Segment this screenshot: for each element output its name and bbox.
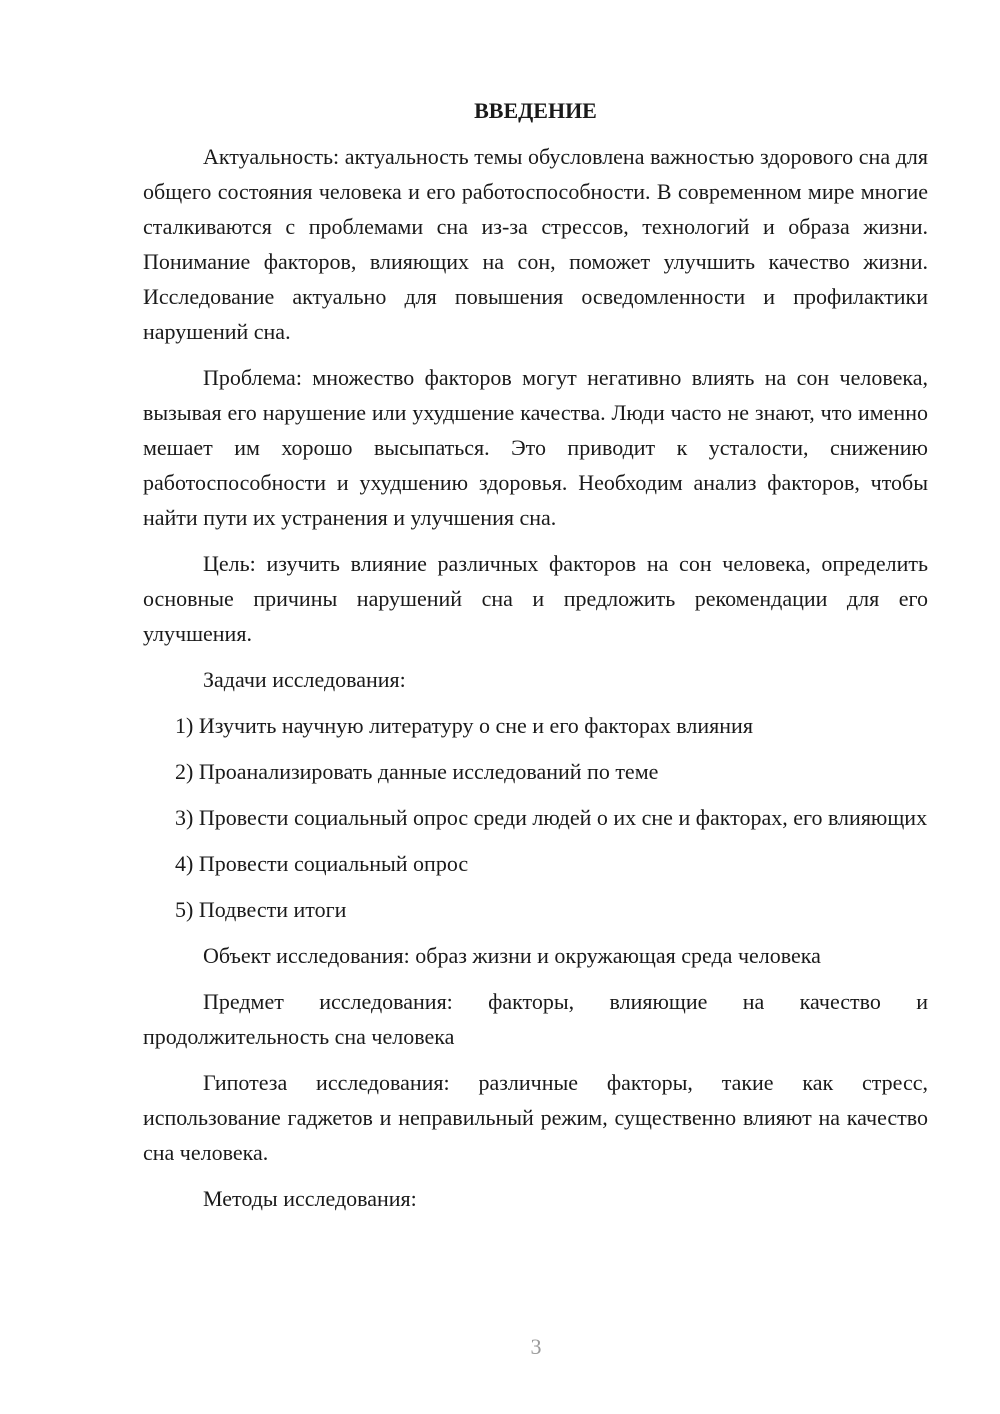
paragraph-subject: Предмет исследования: факторы, влияющие на качество и продолжительность сна человека	[143, 989, 928, 1049]
task-item: 3) Провести социальный опрос среди людей о их сне и факторах, его влияющих	[175, 805, 928, 830]
page-title: ВВЕДЕНИЕ	[474, 98, 597, 123]
paragraph-methods: Методы исследования:	[203, 1186, 417, 1211]
page-number: 3	[530, 1334, 542, 1359]
task-item: 1) Изучить научную литературу о сне и его факторах влияния	[175, 713, 753, 738]
task-item: 5) Подвести итоги	[175, 897, 347, 922]
paragraph-goal: Цель: изучить влияние различных факторов на сон человека, определить основные причины нарушений сна и предложить рекомендации для его улучшения.	[143, 551, 928, 646]
document-page	[143, 95, 928, 1227]
paragraph-hypothesis: Гипотеза исследования: различные факторы, такие как стресс, использование гаджетов и неправильный режим, существенно влияют на качество сна человека.	[143, 1070, 928, 1165]
tasks-heading: Задачи исследования:	[203, 667, 406, 692]
task-item: 2) Проанализировать данные исследований по теме	[175, 759, 659, 784]
paragraph-relevance: Актуальность: актуальность темы обусловлена важностью здорового сна для общего состояния человека и его работоспособности. В современном мире многие сталкиваются с проблемами сна из-за стрессов, технологий и образа жизни. Понимание факторов, влияющих на сон, поможет улучшить качество жизни. Исследование актуально для повышения осведомленности и профилактики нарушений сна.	[143, 144, 928, 344]
paragraph-object: Объект исследования: образ жизни и окружающая среда человека	[203, 943, 821, 968]
task-item: 4) Провести социальный опрос	[175, 851, 469, 876]
paragraph-problem: Проблема: множество факторов могут негативно влиять на сон человека, вызывая его нарушение или ухудшение качества. Люди часто не знают, что именно мешает им хорошо высыпаться. Это приводит к усталости, снижению работоспособности и ухудшению здоровья. Необходим анализ факторов, чтобы найти пути их устранения и улучшения сна.	[143, 365, 928, 530]
